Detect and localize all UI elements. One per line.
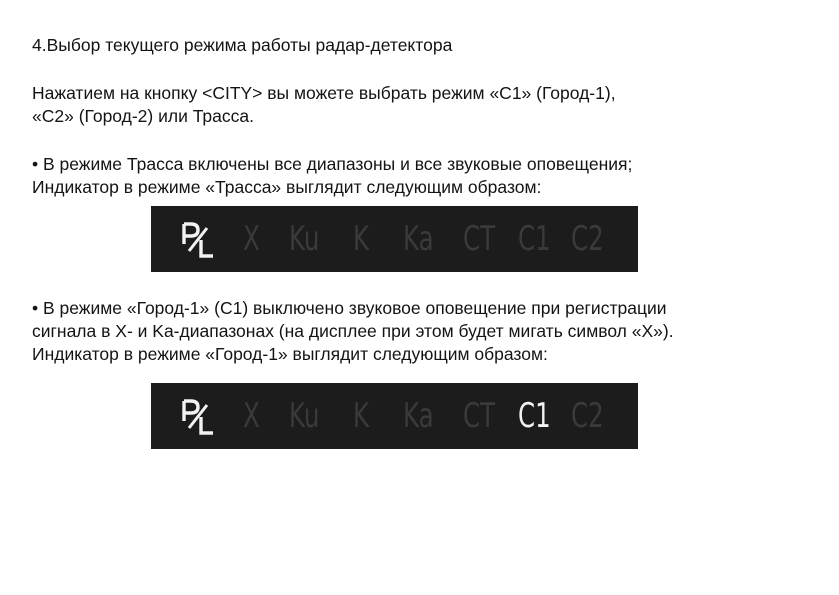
intro-line-2: «C2» (Город-2) или Трасса.: [32, 106, 254, 126]
indicator-panel-highway: [151, 206, 638, 272]
city1-line-2: сигнала в X- и Ka-диапазонах (на дисплее при этом будет мигать символ «X»).: [32, 321, 674, 341]
indicator-c1: C1: [518, 396, 551, 436]
indicator-ct: CT: [463, 219, 496, 259]
indicator-c1: C1: [518, 219, 551, 259]
indicator-ka: Ka: [403, 219, 434, 259]
pl-icon: [180, 220, 216, 260]
indicator-panel-city1: [151, 383, 638, 449]
indicator-ku: Ku: [289, 219, 320, 259]
indicator-ka: Ka: [403, 396, 434, 436]
page-heading: 4.Выбор текущего режима работы радар-детектора: [32, 35, 453, 55]
city1-line-3: Индикатор в режиме «Город-1» выглядит следующим образом:: [32, 344, 548, 364]
indicator-x: X: [243, 396, 260, 436]
indicator-x: X: [243, 219, 260, 259]
indicator-ku: Ku: [289, 396, 320, 436]
highway-line-2: Индикатор в режиме «Трасса» выглядит следующим образом:: [32, 177, 542, 197]
indicator-k: K: [353, 396, 370, 436]
indicator-k: K: [353, 219, 370, 259]
highway-line-1: • В режиме Трасса включены все диапазоны и все звуковые оповещения;: [32, 154, 633, 174]
city1-line-1: • В режиме «Город-1» (C1) выключено звуковое оповещение при регистрации: [32, 298, 667, 318]
intro-line-1: Нажатием на кнопку <CITY> вы можете выбрать режим «C1» (Город-1),: [32, 83, 616, 103]
indicator-c2: C2: [571, 396, 604, 436]
indicator-ct: CT: [463, 396, 496, 436]
indicator-c2: C2: [571, 219, 604, 259]
pl-icon: [180, 397, 216, 437]
